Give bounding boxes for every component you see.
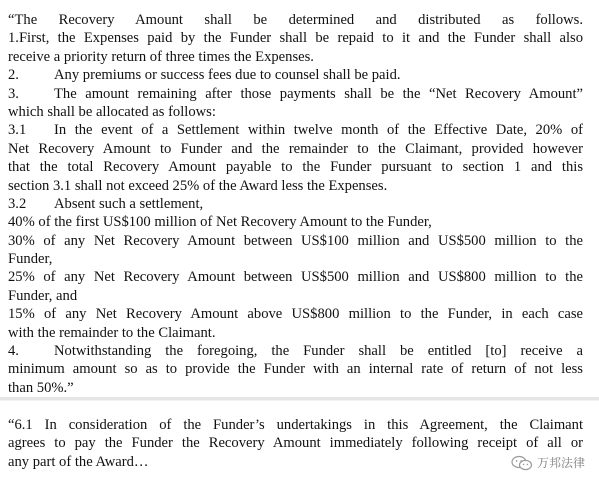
text-line: receive a priority return of three times the Expenses.	[8, 48, 314, 65]
text-line: “The Recovery Amount shall be determined and distributed as follows.	[8, 12, 583, 28]
numbered-clause-line	[8, 121, 583, 139]
text-line: 30% of any Net Recovery Amount between US$100 million and US$500 million to the	[8, 232, 583, 249]
clause-number: 2.	[8, 67, 19, 84]
clause-number: 3.1	[8, 122, 27, 139]
wechat-icon	[511, 455, 533, 471]
numbered-clause-line	[8, 85, 583, 103]
text-line: agrees to pay the Funder the Recovery Amount immediately following receipt of all or	[8, 435, 583, 452]
text-line: Funder,	[8, 251, 53, 268]
text-line: section 3.1 shall not exceed 25% of the Award less the Expenses.	[8, 177, 388, 194]
text-line: Funder, and	[8, 287, 78, 304]
numbered-clause-line	[8, 66, 583, 84]
text-line: 1.First, the Expenses paid by the Funder shall be repaid to it and the Funder shall also	[8, 30, 583, 47]
clause-text: Any premiums or success fees due to counsel shall be paid.	[54, 67, 401, 84]
section-divider-shadow	[0, 400, 599, 401]
funding-agreement-clause-6-1	[8, 416, 583, 471]
text-line: 25% of any Net Recovery Amount between US$500 million and US$800 million to the	[8, 269, 583, 286]
clause-number: 3.	[8, 85, 19, 102]
text-line: any part of the Award…	[8, 453, 149, 470]
watermark-label: 万邦法律	[536, 456, 585, 470]
text-line: with the remainder to the Claimant.	[8, 324, 216, 341]
text-line: minimum amount so as to provide the Funder with an internal rate of return of not less	[8, 361, 583, 378]
funding-agreement-clause-recovery-amount	[8, 11, 583, 397]
text-line: that the total Recovery Amount payable to the Funder pursuant to section 1 and this	[8, 159, 583, 176]
text-line: Net Recovery Amount to Funder and the remainder to the Claimant, provided however	[8, 140, 583, 157]
text-line: “6.1 In consideration of the Funder’s undertakings in this Agreement, the Claimant	[8, 417, 583, 433]
text-line: which shall be allocated as follows:	[8, 103, 216, 120]
text-line: than 50%.”	[8, 379, 74, 396]
clause-text: Absent such a settlement,	[54, 195, 204, 212]
text-line: 15% of any Net Recovery Amount above US$800 million to the Funder, in each case	[8, 306, 583, 323]
clause-text: The amount remaining after those payments shall be the “Net Recovery Amount”	[54, 85, 583, 102]
numbered-clause-line	[8, 342, 583, 360]
publisher-watermark	[509, 454, 587, 471]
clause-text: In the event of a Settlement within twelve month of the Effective Date, 20% of	[54, 122, 583, 139]
numbered-clause-line	[8, 195, 583, 213]
text-line: 40% of the first US$100 million of Net Recovery Amount to the Funder,	[8, 214, 432, 231]
clause-number: 4.	[8, 343, 19, 360]
clause-text: Notwithstanding the foregoing, the Funder shall be entitled [to] receive a	[54, 343, 583, 360]
clause-number: 3.2	[8, 195, 27, 212]
